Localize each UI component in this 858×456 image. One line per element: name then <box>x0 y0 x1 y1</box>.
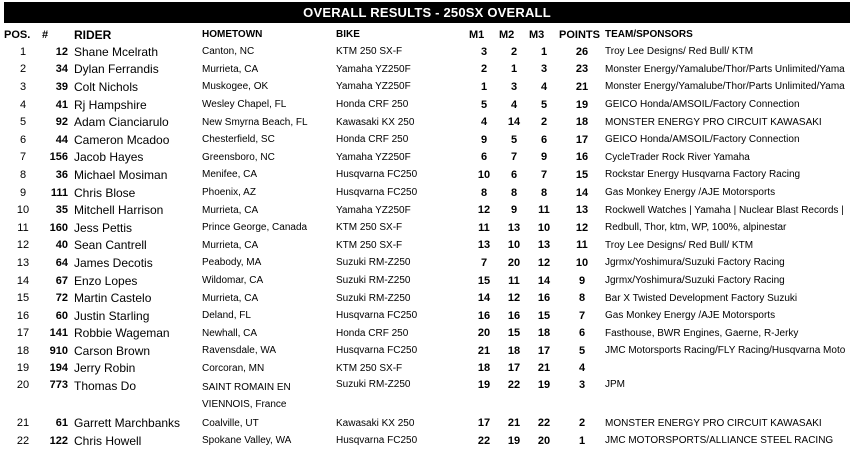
moto1-cell: 10 <box>477 168 491 181</box>
position-cell: 12 <box>16 239 30 252</box>
rider-cell: Cameron Mcadoo <box>74 132 170 147</box>
header-bike: BIKE <box>336 29 360 40</box>
moto1-cell: 22 <box>477 434 491 447</box>
moto2-cell: 1 <box>510 63 518 76</box>
moto3-cell: 15 <box>537 309 551 322</box>
rider-cell: Colt Nichols <box>74 79 139 94</box>
rider-cell: Martin Castelo <box>74 291 152 306</box>
team-cell: Fasthouse, BWR Engines, Gaerne, R-Jerky <box>605 327 799 339</box>
hometown-cell: Ravensdale, WA <box>202 345 277 357</box>
bike-cell: Yamaha YZ250F <box>336 151 411 163</box>
hometown-cell: Muskogee, OK <box>202 81 269 93</box>
rider-cell: Sean Cantrell <box>74 238 147 253</box>
moto1-cell: 9 <box>480 133 488 146</box>
number-cell: 773 <box>49 379 68 392</box>
moto3-cell: 3 <box>540 63 548 76</box>
team-cell: Rockwell Watches | Yamaha | Nuclear Blast Records | <box>605 204 844 216</box>
position-cell: 21 <box>16 417 30 430</box>
hometown-cell: Wesley Chapel, FL <box>202 99 287 111</box>
moto3-cell: 17 <box>537 344 551 357</box>
table-row <box>4 377 858 414</box>
table-row <box>4 219 858 237</box>
table-row <box>4 201 858 219</box>
position-cell: 5 <box>19 116 27 129</box>
number-cell: 72 <box>55 292 68 305</box>
hometown-cell: Phoenix, AZ <box>202 187 256 199</box>
position-cell: 8 <box>19 168 27 181</box>
position-cell: 6 <box>19 133 27 146</box>
moto1-cell: 1 <box>480 80 488 93</box>
rider-cell: Carson Brown <box>74 343 151 358</box>
bike-cell: Honda CRF 250 <box>336 134 409 146</box>
number-cell: 60 <box>55 309 68 322</box>
bike-cell: Yamaha YZ250F <box>336 81 411 93</box>
hometown-cell: Greensboro, NC <box>202 151 275 163</box>
moto3-cell: 10 <box>537 221 551 234</box>
position-cell: 22 <box>16 434 30 447</box>
position-cell: 17 <box>16 327 30 340</box>
team-cell: GEICO Honda/AMSOIL/Factory Connection <box>605 134 800 146</box>
hometown-cell: Murrieta, CA <box>202 292 259 304</box>
team-cell: MONSTER ENERGY PRO CIRCUIT KAWASAKI <box>605 116 822 128</box>
team-cell: GEICO Honda/AMSOIL/Factory Connection <box>605 99 800 111</box>
moto2-cell: 22 <box>507 379 521 392</box>
moto1-cell: 5 <box>480 98 488 111</box>
table-row <box>4 342 858 360</box>
bike-cell: Kawasaki KX 250 <box>336 417 415 429</box>
bike-cell: KTM 250 SX-F <box>336 239 403 251</box>
team-cell: JMC Motorsports Racing/FLY Racing/Husqvarna Moto <box>605 345 846 357</box>
moto3-cell: 13 <box>537 239 551 252</box>
moto2-cell: 2 <box>510 45 518 58</box>
team-cell: Gas Monkey Energy /AJE Motorsports <box>605 310 776 322</box>
moto3-cell: 5 <box>540 98 548 111</box>
moto2-cell: 8 <box>510 186 518 199</box>
team-cell: Gas Monkey Energy /AJE Motorsports <box>605 187 776 199</box>
moto1-cell: 2 <box>480 63 488 76</box>
results-title: OVERALL RESULTS - 250SX OVERALL <box>4 2 850 23</box>
team-cell: Troy Lee Designs/ Red Bull/ KTM <box>605 46 754 58</box>
position-cell: 2 <box>19 63 27 76</box>
moto3-cell: 22 <box>537 417 551 430</box>
table-row <box>4 414 858 432</box>
moto3-cell: 6 <box>540 133 548 146</box>
header-m3: M3 <box>529 28 545 41</box>
moto2-cell: 5 <box>510 133 518 146</box>
moto1-cell: 17 <box>477 417 491 430</box>
team-cell: Troy Lee Designs/ Red Bull/ KTM <box>605 239 754 251</box>
moto2-cell: 12 <box>507 292 521 305</box>
header-m1: M1 <box>469 28 485 41</box>
moto2-cell: 7 <box>510 151 518 164</box>
hometown-cell: Coalville, UT <box>202 417 259 429</box>
moto1-cell: 16 <box>477 309 491 322</box>
hometown-cell: Deland, FL <box>202 310 251 322</box>
moto2-cell: 13 <box>507 221 521 234</box>
points-cell: 4 <box>578 362 586 375</box>
rider-cell: James Decotis <box>74 255 153 270</box>
header-rider: RIDER <box>74 27 112 42</box>
points-cell: 8 <box>578 292 586 305</box>
rider-cell: Jacob Hayes <box>74 150 144 165</box>
hometown-cell: Murrieta, CA <box>202 204 259 216</box>
team-cell: Bar X Twisted Development Factory Suzuki <box>605 292 798 304</box>
header-points: POINTS <box>559 28 600 41</box>
bike-cell: Honda CRF 250 <box>336 327 409 339</box>
bike-cell: Yamaha YZ250F <box>336 63 411 75</box>
moto1-cell: 11 <box>478 221 490 234</box>
team-cell: Monster Energy/Yamalube/Thor/Parts Unlimited/Yama <box>605 63 845 75</box>
points-cell: 17 <box>575 133 589 146</box>
rider-cell: Robbie Wageman <box>74 326 170 341</box>
results-table <box>4 26 858 449</box>
position-cell: 18 <box>16 344 30 357</box>
moto2-cell: 4 <box>510 98 518 111</box>
hometown-cell: Murrieta, CA <box>202 63 259 75</box>
rider-cell: Enzo Lopes <box>74 273 138 288</box>
table-row <box>4 113 858 131</box>
hometown-cell: Prince George, Canada <box>202 222 308 234</box>
table-row <box>4 307 858 325</box>
number-cell: 67 <box>55 274 68 287</box>
table-row <box>4 360 858 378</box>
number-cell: 194 <box>49 362 68 375</box>
moto1-cell: 4 <box>480 116 488 129</box>
rider-cell: Chris Howell <box>74 433 142 448</box>
table-row <box>4 166 858 184</box>
points-cell: 9 <box>578 274 586 287</box>
moto3-cell: 21 <box>537 362 551 375</box>
hometown-cell: Spokane Valley, WA <box>202 435 292 447</box>
results-body <box>4 43 858 449</box>
moto3-cell: 14 <box>537 274 551 287</box>
moto1-cell: 6 <box>480 151 488 164</box>
bike-cell: Honda CRF 250 <box>336 99 409 111</box>
position-cell: 7 <box>19 151 27 164</box>
team-cell: Jgrmx/Yoshimura/Suzuki Factory Racing <box>605 257 785 269</box>
table-row <box>4 78 858 96</box>
table-row <box>4 432 858 450</box>
bike-cell: Husqvarna FC250 <box>336 435 418 447</box>
number-cell: 111 <box>50 186 68 199</box>
moto1-cell: 13 <box>477 239 491 252</box>
table-row <box>4 237 858 255</box>
hometown-cell: Newhall, CA <box>202 327 258 339</box>
moto3-cell: 8 <box>540 186 548 199</box>
position-cell: 9 <box>19 186 27 199</box>
moto2-cell: 6 <box>510 168 518 181</box>
moto2-cell: 16 <box>507 309 521 322</box>
team-cell: MONSTER ENERGY PRO CIRCUIT KAWASAKI <box>605 417 822 429</box>
hometown-cell: Canton, NC <box>202 46 255 58</box>
moto3-cell: 12 <box>537 256 551 269</box>
table-row <box>4 184 858 202</box>
points-cell: 1 <box>578 434 586 447</box>
points-cell: 26 <box>575 45 589 58</box>
moto1-cell: 12 <box>477 204 491 217</box>
points-cell: 16 <box>575 151 589 164</box>
rider-cell: Mitchell Harrison <box>74 203 164 218</box>
points-cell: 6 <box>578 327 586 340</box>
points-cell: 2 <box>578 417 586 430</box>
hometown-cell: Wildomar, CA <box>202 275 264 287</box>
header-team: TEAM/SPONSORS <box>605 29 693 40</box>
position-cell: 13 <box>16 256 30 269</box>
number-cell: 39 <box>55 80 68 93</box>
rider-cell: Dylan Ferrandis <box>74 62 159 77</box>
position-cell: 14 <box>16 274 30 287</box>
bike-cell: Suzuki RM-Z250 <box>336 257 411 269</box>
moto3-cell: 1 <box>540 45 548 58</box>
team-cell: JPM <box>605 379 625 391</box>
team-cell: CycleTrader Rock River Yamaha <box>605 151 750 163</box>
team-cell <box>605 360 858 378</box>
moto3-cell: 4 <box>540 80 548 93</box>
moto2-cell: 17 <box>507 362 521 375</box>
points-cell: 23 <box>575 63 589 76</box>
points-cell: 3 <box>578 379 586 392</box>
bike-cell: Husqvarna FC250 <box>336 187 418 199</box>
moto3-cell: 20 <box>537 434 551 447</box>
bike-cell: Suzuki RM-Z250 <box>336 379 411 391</box>
moto2-cell: 21 <box>507 417 521 430</box>
hometown-cell: Chesterfield, SC <box>202 134 275 146</box>
position-cell: 4 <box>19 98 27 111</box>
moto1-cell: 15 <box>477 274 491 287</box>
points-cell: 14 <box>575 186 589 199</box>
table-row <box>4 149 858 167</box>
rider-cell: Jerry Robin <box>74 361 136 376</box>
points-cell: 18 <box>575 116 589 129</box>
table-row <box>4 96 858 114</box>
moto3-cell: 2 <box>540 116 548 129</box>
team-cell: Rockstar Energy Husqvarna Factory Racing <box>605 169 801 181</box>
table-row <box>4 289 858 307</box>
moto2-cell: 3 <box>510 80 518 93</box>
team-cell: Jgrmx/Yoshimura/Suzuki Factory Racing <box>605 275 785 287</box>
moto1-cell: 20 <box>477 327 491 340</box>
number-cell: 141 <box>49 327 68 340</box>
points-cell: 15 <box>575 168 589 181</box>
header-pos: POS. <box>4 28 31 41</box>
bike-cell: Yamaha YZ250F <box>336 204 411 216</box>
team-cell: Monster Energy/Yamalube/Thor/Parts Unlimited/Yama <box>605 81 845 93</box>
position-cell: 10 <box>16 204 30 217</box>
bike-cell: Husqvarna FC250 <box>336 310 418 322</box>
moto1-cell: 3 <box>480 45 488 58</box>
position-cell: 16 <box>16 309 30 322</box>
team-cell: JMC MOTORSPORTS/ALLIANCE STEEL RACING <box>605 435 834 447</box>
position-cell: 20 <box>16 379 30 392</box>
hometown-cell: New Smyrna Beach, FL <box>202 116 308 128</box>
rider-cell: Garrett Marchbanks <box>74 416 181 431</box>
number-cell: 122 <box>49 434 68 447</box>
moto2-cell: 15 <box>507 327 521 340</box>
moto2-cell: 11 <box>508 274 520 287</box>
number-cell: 910 <box>49 344 68 357</box>
rider-cell: Jess Pettis <box>74 220 133 235</box>
number-cell: 64 <box>55 256 68 269</box>
number-cell: 12 <box>55 45 68 58</box>
table-row <box>4 272 858 290</box>
table-row <box>4 131 858 149</box>
rider-cell: Justin Starling <box>74 308 150 323</box>
rider-cell: Chris Blose <box>74 185 136 200</box>
moto1-cell: 14 <box>477 292 491 305</box>
number-cell: 61 <box>55 417 68 430</box>
moto2-cell: 14 <box>507 116 521 129</box>
position-cell: 15 <box>16 292 30 305</box>
moto3-cell: 7 <box>540 168 548 181</box>
bike-cell: Suzuki RM-Z250 <box>336 275 411 287</box>
points-cell: 19 <box>575 98 589 111</box>
number-cell: 156 <box>49 151 68 164</box>
hometown-cell: Murrieta, CA <box>202 239 259 251</box>
number-cell: 40 <box>55 239 68 252</box>
position-cell: 1 <box>19 45 27 58</box>
bike-cell: Husqvarna FC250 <box>336 169 418 181</box>
rider-cell: Michael Mosiman <box>74 167 168 182</box>
hometown-cell: Peabody, MA <box>202 257 262 269</box>
rider-cell: Adam Cianciarulo <box>74 115 169 130</box>
position-cell: 3 <box>19 80 27 93</box>
rider-cell: Shane Mcelrath <box>74 44 159 59</box>
number-cell: 92 <box>55 116 68 129</box>
moto1-cell: 18 <box>477 362 491 375</box>
points-cell: 13 <box>575 204 589 217</box>
moto2-cell: 20 <box>507 256 521 269</box>
points-cell: 12 <box>575 221 589 234</box>
table-row <box>4 325 858 343</box>
bike-cell: KTM 250 SX-F <box>336 222 403 234</box>
bike-cell: KTM 250 SX-F <box>336 362 403 374</box>
rider-cell: Thomas Do <box>74 379 137 394</box>
hometown-cell: Corcoran, MN <box>202 362 265 374</box>
moto3-cell: 11 <box>538 204 550 217</box>
bike-cell: Suzuki RM-Z250 <box>336 292 411 304</box>
points-cell: 7 <box>578 309 586 322</box>
number-cell: 35 <box>55 204 68 217</box>
moto3-cell: 19 <box>537 379 551 392</box>
moto3-cell: 18 <box>537 327 551 340</box>
points-cell: 5 <box>578 344 586 357</box>
number-cell: 34 <box>55 63 68 76</box>
points-cell: 21 <box>575 80 589 93</box>
moto2-cell: 19 <box>507 434 521 447</box>
position-cell: 11 <box>17 221 29 234</box>
number-cell: 41 <box>55 98 68 111</box>
table-row <box>4 254 858 272</box>
bike-cell: Kawasaki KX 250 <box>336 116 415 128</box>
number-cell: 160 <box>49 221 68 234</box>
moto1-cell: 19 <box>477 379 491 392</box>
number-cell: 44 <box>55 133 68 146</box>
number-cell: 36 <box>55 168 68 181</box>
header-hometown: HOMETOWN <box>202 29 263 40</box>
hometown-cell: SAINT ROMAIN EN VIENNOIS, France <box>202 382 291 411</box>
moto1-cell: 21 <box>477 344 491 357</box>
moto3-cell: 16 <box>537 292 551 305</box>
points-cell: 10 <box>575 256 589 269</box>
moto3-cell: 9 <box>540 151 548 164</box>
moto1-cell: 8 <box>480 186 488 199</box>
table-row <box>4 61 858 79</box>
team-cell: Redbull, Thor, ktm, WP, 100%, alpinestar <box>605 222 787 234</box>
position-cell: 19 <box>16 362 30 375</box>
rider-cell: Rj Hampshire <box>74 97 147 112</box>
hometown-cell: Menifee, CA <box>202 169 258 181</box>
bike-cell: KTM 250 SX-F <box>336 46 403 58</box>
table-row <box>4 43 858 61</box>
header-number: # <box>42 28 49 41</box>
moto2-cell: 9 <box>510 204 518 217</box>
header-m2: M2 <box>499 28 515 41</box>
moto1-cell: 7 <box>480 256 488 269</box>
points-cell: 11 <box>576 239 588 252</box>
moto2-cell: 10 <box>507 239 521 252</box>
moto2-cell: 18 <box>507 344 521 357</box>
bike-cell: Husqvarna FC250 <box>336 345 418 357</box>
header-row <box>4 26 858 43</box>
